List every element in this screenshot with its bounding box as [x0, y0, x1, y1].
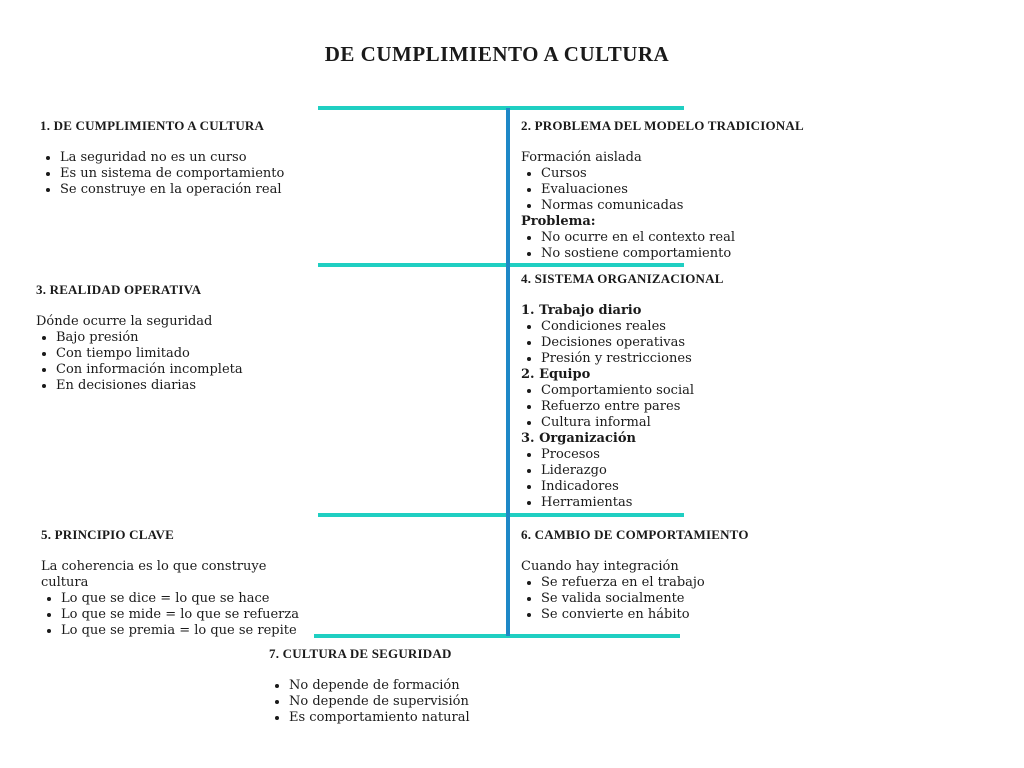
list-item: La seguridad no es un curso: [60, 150, 310, 166]
section-4-group-label: 2. Equipo: [521, 367, 591, 382]
list-item: No ocurre en el contexto real: [541, 230, 881, 246]
list-item: Refuerzo entre pares: [541, 399, 881, 415]
section-2-problem-list: [521, 230, 881, 262]
list-item: Bajo presión: [56, 330, 306, 346]
list-item: Herramientas: [541, 495, 881, 511]
section-3-heading: 3. REALIDAD OPERATIVA: [36, 282, 202, 297]
central-spine-line: [506, 108, 510, 636]
section-5: [41, 527, 316, 639]
list-item: Evaluaciones: [541, 182, 881, 198]
section-4: [521, 271, 881, 511]
section-2-heading: 2. PROBLEMA DEL MODELO TRADICIONAL: [521, 118, 804, 133]
page-title: DE CUMPLIMIENTO A CULTURA: [324, 42, 670, 66]
section-1-list: [40, 150, 310, 198]
list-item: Es un sistema de comportamiento: [60, 166, 310, 182]
list-item: Cultura informal: [541, 415, 881, 431]
section-4-group-label: 1. Trabajo diario: [521, 303, 642, 318]
section-2: [521, 118, 881, 262]
list-item: Lo que se premia = lo que se repite: [61, 623, 316, 639]
section-2-intro: Formación aislada: [521, 150, 642, 165]
section-4-group-1-list: [521, 319, 881, 367]
section-1-heading: 1. DE CUMPLIMIENTO A CULTURA: [40, 118, 265, 133]
section-3-intro: Dónde ocurre la seguridad: [36, 314, 213, 329]
list-item: No depende de formación: [289, 678, 569, 694]
connector-line-bottom: [314, 634, 680, 638]
list-item: Con información incompleta: [56, 362, 306, 378]
section-2-list: [521, 166, 881, 214]
section-5-list: [41, 591, 316, 639]
list-item: Lo que se mide = lo que se refuerza: [61, 607, 316, 623]
section-4-heading: 4. SISTEMA ORGANIZACIONAL: [521, 271, 724, 286]
list-item: En decisiones diarias: [56, 378, 306, 394]
list-item: Liderazgo: [541, 463, 881, 479]
list-item: Comportamiento social: [541, 383, 881, 399]
list-item: No sostiene comportamiento: [541, 246, 881, 262]
section-3-list: [36, 330, 306, 394]
section-7: [269, 646, 569, 726]
section-5-intro: La coherencia es lo que construye cultura: [41, 559, 267, 590]
list-item: Indicadores: [541, 479, 881, 495]
list-item: Se refuerza en el trabajo: [541, 575, 881, 591]
list-item: Con tiempo limitado: [56, 346, 306, 362]
section-6-heading: 6. CAMBIO DE COMPORTAMIENTO: [521, 527, 749, 542]
section-4-group-3-list: [521, 447, 881, 511]
section-3: [36, 282, 306, 394]
list-item: Condiciones reales: [541, 319, 881, 335]
section-5-heading: 5. PRINCIPIO CLAVE: [41, 527, 175, 542]
list-item: Decisiones operativas: [541, 335, 881, 351]
list-item: Normas comunicadas: [541, 198, 881, 214]
section-6: [521, 527, 881, 623]
list-item: Cursos: [541, 166, 881, 182]
connector-line-upper-middle: [318, 263, 684, 267]
list-item: Se convierte en hábito: [541, 607, 881, 623]
section-4-group-label: 3. Organización: [521, 431, 636, 446]
section-7-heading: 7. CULTURA DE SEGURIDAD: [269, 646, 452, 661]
connector-line-lower-middle: [318, 513, 684, 517]
section-1: [40, 118, 310, 198]
list-item: Lo que se dice = lo que se hace: [61, 591, 316, 607]
section-4-group-2-list: [521, 383, 881, 431]
section-6-list: [521, 575, 881, 623]
list-item: Procesos: [541, 447, 881, 463]
list-item: Presión y restricciones: [541, 351, 881, 367]
section-7-list: [269, 678, 569, 726]
section-6-intro: Cuando hay integración: [521, 559, 679, 574]
list-item: Es comportamiento natural: [289, 710, 569, 726]
section-2-problem-label: Problema:: [521, 214, 596, 229]
list-item: Se valida socialmente: [541, 591, 881, 607]
list-item: Se construye en la operación real: [60, 182, 310, 198]
connector-line-top: [318, 106, 684, 110]
list-item: No depende de supervisión: [289, 694, 569, 710]
